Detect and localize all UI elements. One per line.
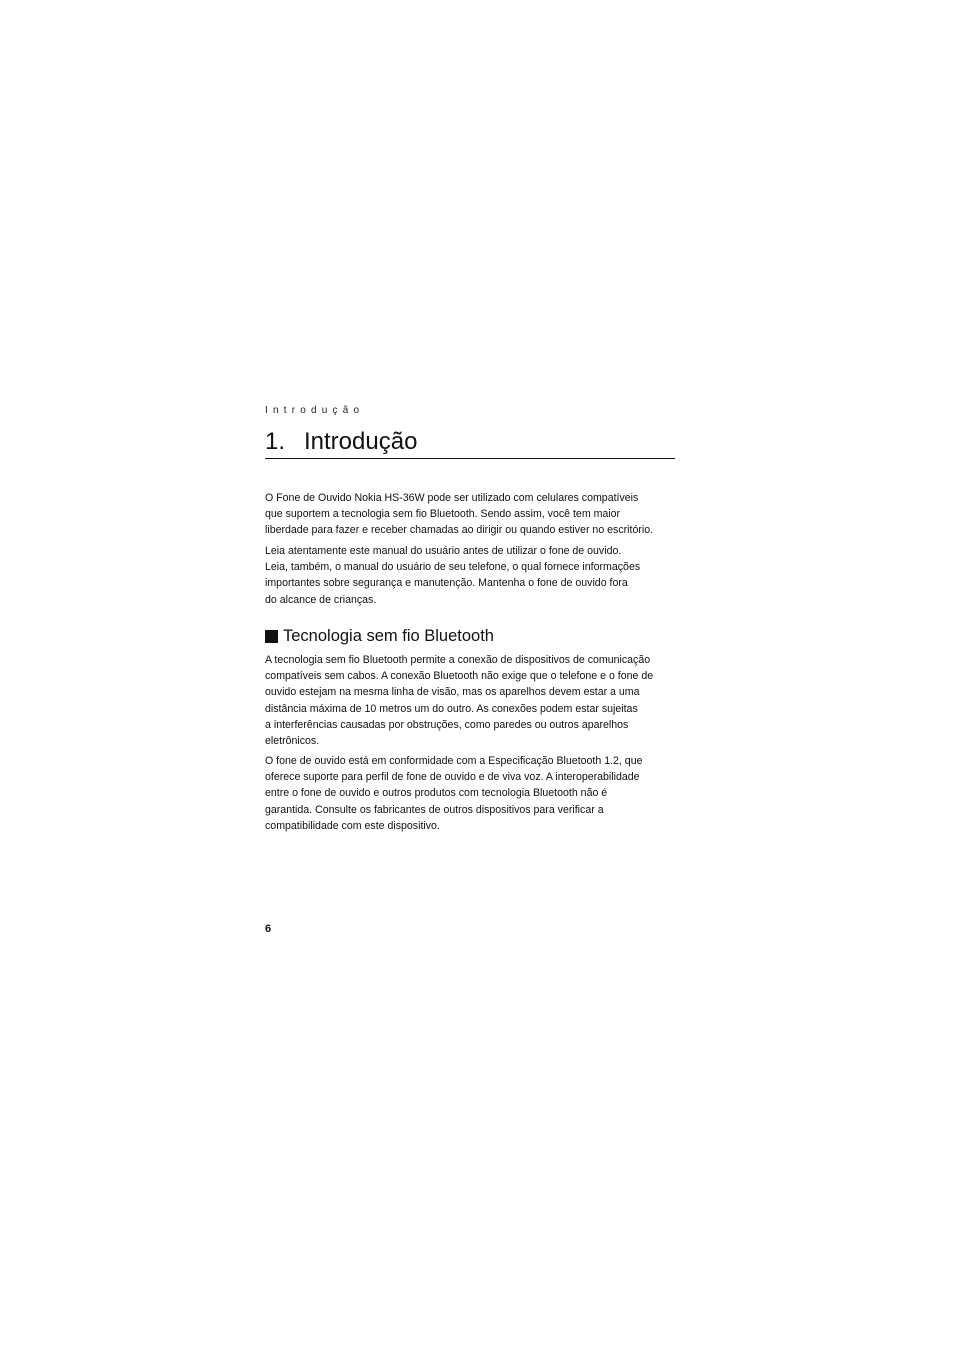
text-line: O fone de ouvido está em conformidade com a Especificação Bluetooth 1.2, que [265,755,643,767]
intro-paragraph-1 [265,490,685,539]
text-line: do alcance de crianças. [265,593,377,606]
text-line: oferece suporte para perfil de fone de ouvido e de viva voz. A interoperabilidade [265,771,640,784]
text-line: a interferências causadas por obstruções, como paredes ou outros aparelhos [265,718,629,731]
section-paragraph-2 [265,753,685,834]
text-line: que suportem a tecnologia sem fio Bluetooth. Sendo assim, você tem maior [265,508,621,521]
black-square-icon [265,630,278,643]
text-line: importantes sobre segurança e manutenção. Mantenha o fone de ouvido fora [265,577,628,590]
running-header: Introdução [265,405,365,416]
intro-paragraph-2 [265,543,685,608]
text-line: O Fone de Ouvido Nokia HS-36W pode ser utilizado com celulares compatíveis [265,492,639,504]
text-line: ouvido estejam na mesma linha de visão, mas os aparelhos devem estar a uma [265,686,640,699]
text-line: compatíveis sem cabos. A conexão Bluetooth não exige que o telefone e o fone de [265,670,654,683]
text-line: compatibilidade com este dispositivo. [265,819,440,832]
page-number: 6 [265,923,272,935]
text-line: Leia, também, o manual do usuário de seu telefone, o qual fornece informações [265,561,641,574]
section-heading [265,625,494,647]
text-line: distância máxima de 10 metros um do outro. As conexões podem estar sujeitas [265,702,638,715]
chapter-number: 1. [265,428,286,455]
text-line: eletrônicos. [265,735,320,748]
section-paragraph-1 [265,652,685,749]
chapter-title-text: Introdução [304,428,418,455]
text-line: garantida. Consulte os fabricantes de outros dispositivos para verificar a [265,803,604,816]
text-line: entre o fone de ouvido e outros produtos com tecnologia Bluetooth não é [265,787,608,800]
section-title: Tecnologia sem fio Bluetooth [283,627,494,645]
text-line: liberdade para fazer e receber chamadas ao dirigir ou quando estiver no escritório. [265,524,654,537]
text-line: Leia atentamente este manual do usuário antes de utilizar o fone de ouvido. [265,545,622,557]
text-line: A tecnologia sem fio Bluetooth permite a conexão de dispositivos de comunicação [265,654,651,666]
chapter-title [265,426,675,459]
